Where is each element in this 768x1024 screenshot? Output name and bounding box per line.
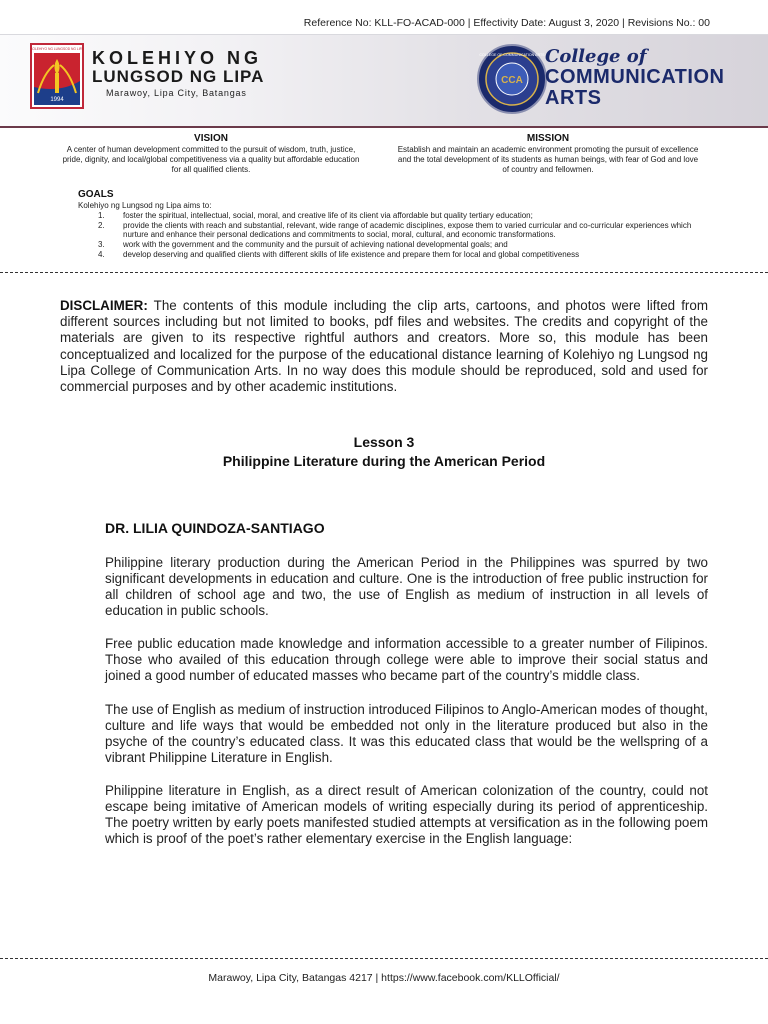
kll-name-line1: KOLEHIYO NG — [92, 48, 263, 68]
lesson-title: Philippine Literature during the American Period — [222, 453, 546, 469]
footer-divider — [0, 958, 768, 959]
goal-number: 4. — [98, 249, 105, 259]
kll-logo — [30, 43, 84, 109]
lesson-number: Lesson 3 — [353, 434, 415, 450]
reference-line: Reference No: KLL-FO-ACAD-000 | Effectivity Date: August 3, 2020 | Revisions No.: 00 — [303, 17, 710, 29]
cca-name-line1: College of — [545, 46, 647, 67]
cca-seal-ring-text: COLLEGE OF COMMUNICATION ARTS — [479, 53, 545, 57]
mission-title: MISSION — [526, 133, 570, 144]
author-name: DR. LILIA QUINDOZA-SANTIAGO — [105, 520, 325, 536]
cca-name-line2: COMMUNICATION — [545, 66, 725, 88]
header-banner — [0, 34, 768, 128]
disclaimer — [60, 298, 708, 395]
mission-section — [394, 134, 702, 175]
goal-number: 1. — [98, 211, 105, 221]
goals-section — [78, 190, 718, 259]
kll-logo-ring-text: KOLEHIYO NG LUNGSOD NG LIPA — [30, 47, 84, 51]
kll-address: Marawoy, Lipa City, Batangas — [106, 88, 247, 98]
goal-text: develop deserving and qualified clients with different skills of life existence and prepare them for local and global competitiveness — [123, 249, 580, 259]
cca-seal — [476, 43, 548, 115]
goal-item — [98, 211, 718, 221]
disclaimer-label: DISCLAIMER: — [60, 298, 148, 313]
goal-item — [98, 240, 718, 250]
kll-logo-year: 1994 — [50, 97, 64, 103]
kll-name-line2: LUNGSOD NG LIPA — [92, 67, 265, 86]
body-paragraph-1: Philippine literary production during the American Period in the Philippines was spurred by two significant developments in education and culture. One is the introduction of free public instruction for all children of school age and two, the use of English as medium of instruction in all levels of education in public schools. — [105, 555, 708, 618]
vision-section — [60, 134, 362, 175]
body-paragraph-3: The use of English as medium of instruction introduced Filipinos to Anglo-American modes of thought, culture and life ways that would be embedded not only in the literature produced but also in the psyche of the country’s educated class. It was this educated class that would be the wellspring of a vibrant Philippine Literature in English. — [105, 702, 708, 765]
goal-item — [98, 221, 718, 240]
body-paragraph-4: Philippine literature in English, as a direct result of American colonization of the country, could not escape being imitative of American models of writing especially during its period of apprenticeship. The poetry written by early poets manifested studied attempts at versification as in the following poem which is proof of the poet’s rather elementary exercise in the English language: — [105, 783, 708, 846]
goal-text: work with the government and the community and the pursuit of achieving national developmental goals; and — [123, 239, 508, 249]
goals-title: GOALS — [78, 189, 114, 200]
kll-school-name — [92, 49, 264, 98]
cca-name-line3: ARTS — [545, 87, 602, 109]
goal-number: 3. — [98, 239, 105, 249]
mission-text: Establish and maintain an academic environment promoting the pursuit of excellence and the total development of its students as human beings, with fear of God and love of country and fellowmen. — [397, 145, 699, 174]
disclaimer-text: The contents of this module including the clip arts, cartoons, and photos were lifted from different sources including but not limited to books, pdf files and websites. The credits and copyright of the materials are given to its respective rightful authors and creators. More so, this module has been conceptualized and localized for the purpose of the educational distance learning of Kolehiyo ng Lungsod ng Lipa College of Communication Arts. In no way does this module should be reproduced, sold and used for commercial purposes and by other academic institutions. — [60, 298, 708, 395]
vision-text: A center of human development committed to the pursuit of wisdom, truth, justice, pride, dignity, and local/global competitiveness via a quality but affordable education for all qualified clients. — [62, 145, 360, 174]
goal-text: provide the clients with reach and substantial, relevant, wide range of academic disciplines, expose them to varied curricular and co-curricular experiences which nurture and enhance their personal dedications and commitments to social, moral, cultural, and economic transformations. — [123, 220, 692, 240]
goal-number: 2. — [98, 220, 105, 230]
header-divider — [0, 272, 768, 273]
body-paragraph-2: Free public education made knowledge and information accessible to a greater number of Filipinos. Those who availed of this education through college were able to improve their social status and joined a good number of educated masses who became part of the country’s middle class. — [105, 636, 708, 683]
footer-address: Marawoy, Lipa City, Batangas 4217 | https://www.facebook.com/KLLOfficial/ — [208, 972, 560, 984]
goal-text: foster the spiritual, intellectual, social, moral, and creative life of its client via affordable but quality tertiary education; — [123, 211, 533, 221]
goals-list — [98, 211, 718, 259]
cca-seal-text: CCA — [501, 75, 523, 86]
lesson-heading — [0, 433, 768, 471]
goal-item — [98, 250, 718, 260]
goals-intro: Kolehiyo ng Lungsod ng Lipa aims to: — [78, 200, 212, 210]
vision-title: VISION — [194, 133, 228, 144]
cca-college-name — [545, 47, 724, 108]
